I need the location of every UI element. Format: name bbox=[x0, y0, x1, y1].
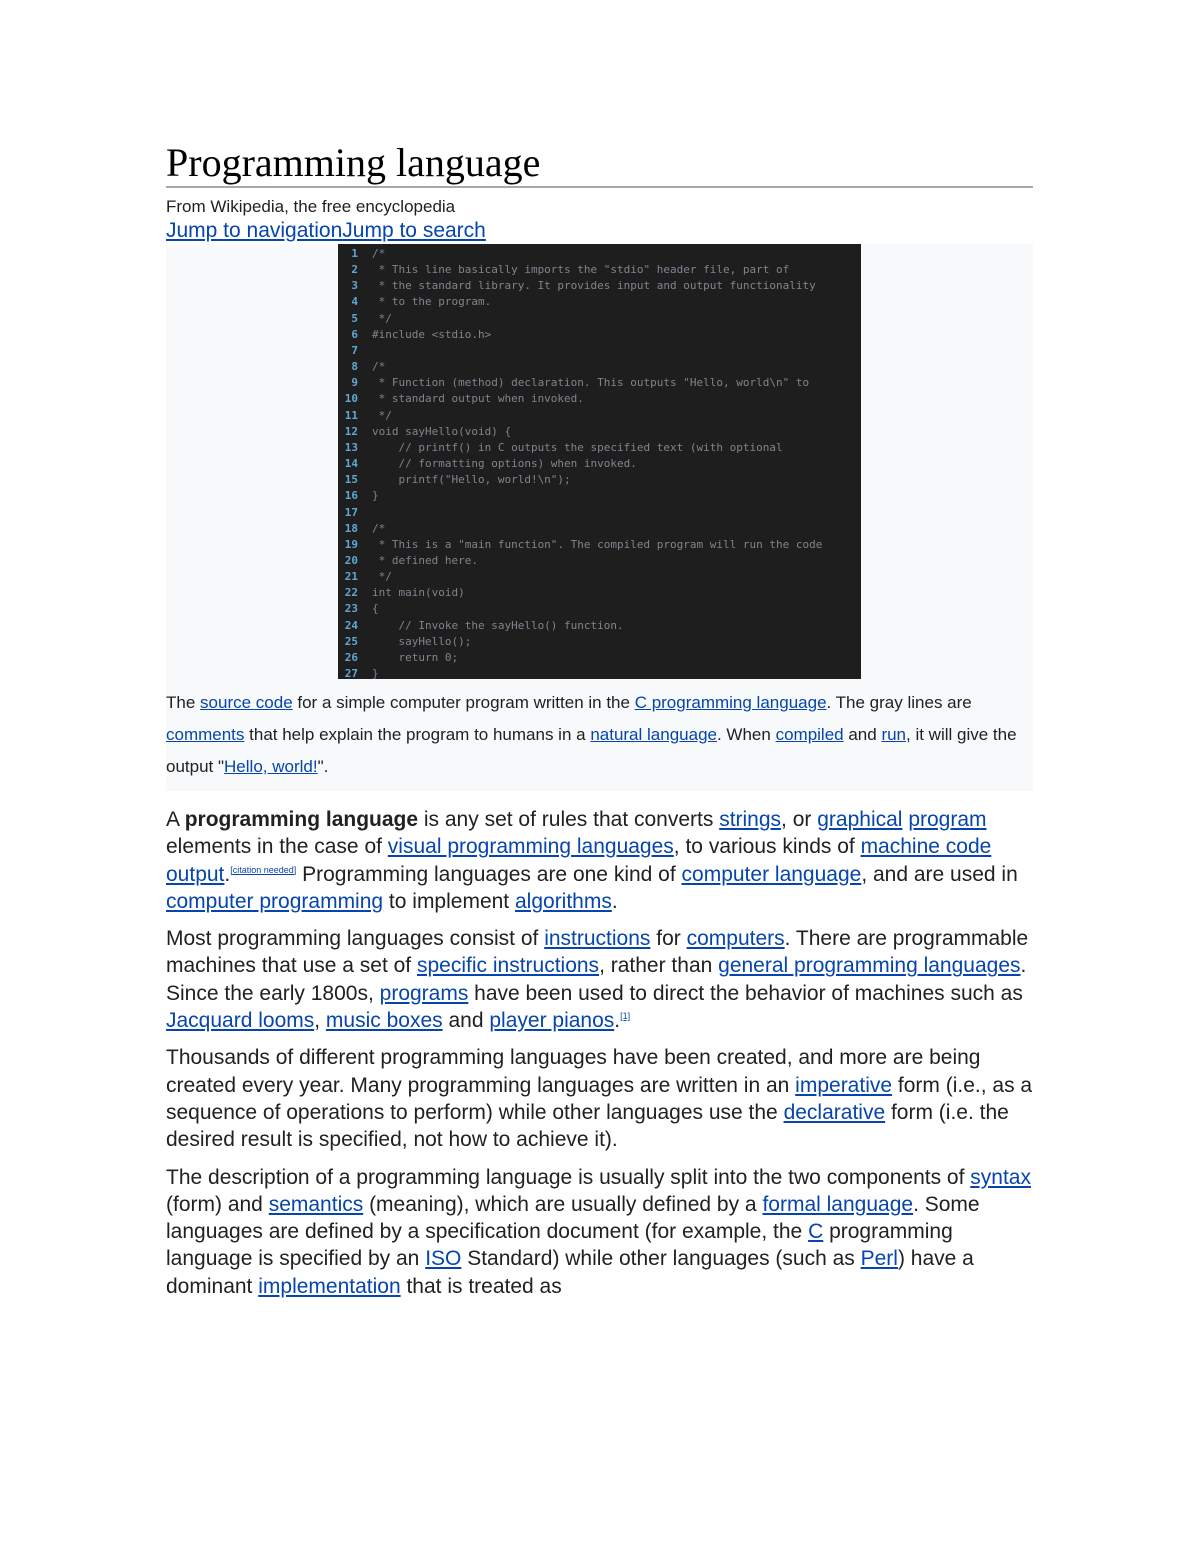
text: . Since the early 1800s, bbox=[166, 954, 1027, 1005]
hello-world-link[interactable]: Hello, world! bbox=[224, 757, 318, 776]
text: . bbox=[611, 889, 618, 913]
text: A bbox=[166, 808, 185, 831]
code-line bbox=[338, 294, 861, 310]
text: (form) and bbox=[166, 1192, 269, 1216]
code-text: */ bbox=[372, 408, 392, 422]
code-text: printf("Hello, world!\n"); bbox=[372, 473, 571, 487]
implementation-link[interactable]: implementation bbox=[258, 1274, 401, 1298]
player-pianos-link[interactable]: player pianos bbox=[489, 1009, 615, 1033]
line-number: 12 bbox=[344, 424, 358, 438]
code-line bbox=[338, 569, 861, 585]
code-line bbox=[338, 666, 861, 679]
c-programming-language-link[interactable]: C programming language bbox=[634, 693, 827, 712]
perl-link[interactable]: Perl bbox=[860, 1247, 898, 1271]
line-number: 10 bbox=[344, 392, 358, 406]
citation-needed-link[interactable]: [citation needed] bbox=[230, 864, 297, 875]
jump-to-search-link[interactable]: Jump to search bbox=[342, 219, 486, 242]
comments-link[interactable]: comments bbox=[166, 725, 245, 744]
code-text: /* bbox=[372, 521, 386, 535]
code-line bbox=[338, 634, 861, 650]
c-link[interactable]: C bbox=[808, 1220, 824, 1244]
line-number: 25 bbox=[344, 634, 358, 648]
text: Programming languages are one kind of bbox=[296, 862, 682, 886]
line-number: 21 bbox=[344, 570, 358, 584]
jump-links bbox=[166, 218, 1033, 244]
line-number: 23 bbox=[344, 602, 358, 616]
code-line bbox=[338, 311, 861, 327]
text: . There are programmable machines that use a set of bbox=[166, 927, 1029, 978]
text: Thousands of different programming languages have been created, and more are being created every year. Many programming languages are written in an bbox=[166, 1046, 981, 1097]
code-line bbox=[338, 601, 861, 617]
code-text: /* bbox=[372, 247, 386, 260]
line-number: 1 bbox=[351, 247, 358, 260]
code-text: void sayHello(void) { bbox=[372, 424, 512, 438]
code-text: */ bbox=[372, 570, 392, 584]
code-line bbox=[338, 618, 861, 634]
line-number: 18 bbox=[344, 521, 358, 535]
text: Most programming languages consist of bbox=[166, 927, 545, 951]
text: elements in the case of bbox=[166, 835, 388, 859]
code-text: return 0; bbox=[372, 650, 459, 664]
code-line bbox=[338, 488, 861, 504]
code-text: * defined here. bbox=[372, 553, 478, 567]
paragraph-paradigms bbox=[166, 1044, 1033, 1153]
code-text: } bbox=[372, 667, 379, 679]
code-line bbox=[338, 327, 861, 343]
code-line bbox=[338, 537, 861, 553]
program-link[interactable]: program bbox=[908, 808, 987, 831]
text: (meaning), which are usually defined by a bbox=[363, 1192, 763, 1216]
computer-language-link[interactable]: computer language bbox=[681, 862, 862, 886]
run-link[interactable]: run bbox=[881, 725, 907, 744]
line-number: 6 bbox=[351, 327, 358, 341]
code-line bbox=[338, 262, 861, 278]
text: , to various kinds of bbox=[673, 835, 861, 859]
code-text: sayHello(); bbox=[372, 634, 472, 648]
code-line bbox=[338, 343, 861, 359]
text: . Some languages are defined by a specification document (for example, the bbox=[166, 1192, 980, 1244]
line-number: 26 bbox=[344, 650, 358, 664]
line-number: 20 bbox=[344, 553, 358, 567]
code-line bbox=[338, 408, 861, 424]
text: , bbox=[314, 1009, 326, 1033]
text: ) have a dominant bbox=[166, 1247, 974, 1298]
text: form (i.e., as a sequence of operations to perform) while other languages use the bbox=[166, 1073, 1033, 1124]
computers-link[interactable]: computers bbox=[686, 927, 785, 951]
code-text: * standard output when invoked. bbox=[372, 392, 584, 406]
jacquard-looms-link[interactable]: Jacquard looms bbox=[166, 1009, 315, 1033]
paragraph-intro bbox=[166, 806, 1033, 915]
imperative-link[interactable]: imperative bbox=[795, 1073, 893, 1097]
line-number: 27 bbox=[344, 667, 358, 679]
caption-text: . When bbox=[716, 725, 776, 744]
code-line bbox=[338, 505, 861, 521]
code-line bbox=[338, 553, 861, 569]
text: is any set of rules that converts bbox=[418, 808, 720, 831]
strings-link[interactable]: strings bbox=[719, 808, 782, 831]
caption-text: The bbox=[166, 693, 201, 712]
code-line bbox=[338, 278, 861, 294]
machine-code-output-link[interactable]: machine code output bbox=[166, 835, 992, 886]
code-line bbox=[338, 456, 861, 472]
line-number: 22 bbox=[344, 586, 358, 600]
line-number: 24 bbox=[344, 618, 358, 632]
declarative-link[interactable]: declarative bbox=[783, 1100, 886, 1124]
code-text: * to the program. bbox=[372, 295, 492, 309]
code-text: * Function (method) declaration. This outputs "Hello, world\n" to bbox=[372, 376, 810, 390]
code-line bbox=[338, 650, 861, 666]
code-line bbox=[338, 375, 861, 391]
text: programming language is specified by an bbox=[166, 1220, 953, 1271]
line-number: 19 bbox=[344, 537, 358, 551]
text: . bbox=[614, 1009, 621, 1033]
code-line bbox=[338, 472, 861, 488]
line-number: 2 bbox=[351, 263, 358, 277]
code-figure bbox=[166, 244, 1033, 791]
computer-programming-link[interactable]: computer programming bbox=[166, 889, 384, 913]
code-text: #include <stdio.h> bbox=[372, 327, 492, 341]
text: , and are used in bbox=[861, 862, 1018, 886]
article-page bbox=[166, 140, 1033, 1310]
text: that is treated as bbox=[400, 1274, 562, 1298]
code-text: * This line basically imports the "stdio" header file, part of bbox=[372, 263, 790, 277]
graphical-link[interactable]: graphical bbox=[817, 808, 903, 831]
iso-link[interactable]: ISO bbox=[425, 1247, 462, 1271]
source-code-link[interactable]: source code bbox=[200, 693, 293, 712]
semantics-link[interactable]: semantics bbox=[268, 1192, 364, 1216]
bold-term: programming language bbox=[184, 808, 419, 831]
code-text: // printf() in C outputs the specified text (with optional bbox=[372, 440, 783, 454]
line-number: 17 bbox=[344, 505, 358, 519]
syntax-link[interactable]: syntax bbox=[970, 1165, 1031, 1189]
formal-language-link[interactable]: formal language bbox=[762, 1192, 914, 1216]
code-line bbox=[338, 440, 861, 456]
natural-language-link[interactable]: natural language bbox=[590, 725, 717, 744]
code-line bbox=[338, 521, 861, 537]
code-line bbox=[338, 359, 861, 375]
caption-text: that help explain the program to humans in a bbox=[244, 725, 591, 744]
text: , or bbox=[781, 808, 818, 831]
line-number: 15 bbox=[344, 473, 358, 487]
text: Standard) while other languages (such as bbox=[461, 1247, 861, 1271]
text: . bbox=[224, 862, 231, 886]
text: form (i.e. the desired result is specified, not how to achieve it). bbox=[166, 1100, 1009, 1152]
algorithms-link[interactable]: algorithms bbox=[514, 889, 612, 913]
code-line bbox=[338, 391, 861, 407]
citation-1-link[interactable]: [1] bbox=[620, 1011, 631, 1022]
code-image bbox=[338, 244, 861, 679]
general-programming-languages-link[interactable]: general programming languages bbox=[718, 954, 1021, 978]
line-number: 14 bbox=[344, 457, 358, 471]
compiled-link[interactable]: compiled bbox=[775, 725, 844, 744]
caption-text: . The gray lines are bbox=[826, 693, 972, 712]
caption-text: for a simple computer program written in the bbox=[292, 693, 635, 712]
visual-programming-languages-link[interactable]: visual programming languages bbox=[387, 835, 674, 859]
paragraph-description bbox=[166, 1164, 1033, 1300]
line-number: 3 bbox=[351, 279, 358, 293]
caption-text: and bbox=[843, 725, 882, 744]
caption-text: , it will give the output " bbox=[166, 725, 1017, 776]
text: have been used to direct the behavior of machines such as bbox=[468, 981, 1023, 1005]
specific-instructions-link[interactable]: specific instructions bbox=[416, 954, 600, 978]
jump-to-navigation-link[interactable]: Jump to navigation bbox=[166, 219, 343, 242]
paragraph-instructions bbox=[166, 925, 1033, 1034]
line-number: 9 bbox=[351, 376, 358, 390]
instructions-link[interactable]: instructions bbox=[544, 927, 651, 951]
code-line bbox=[338, 246, 861, 262]
line-number: 16 bbox=[344, 489, 358, 503]
code-text: /* bbox=[372, 360, 386, 374]
code-text: * This is a "main function". The compiled program will run the code bbox=[372, 537, 823, 551]
line-number: 4 bbox=[351, 295, 358, 309]
music-boxes-link[interactable]: music boxes bbox=[325, 1009, 443, 1033]
code-line bbox=[338, 424, 861, 440]
code-text: // formatting options) when invoked. bbox=[372, 457, 637, 471]
code-line bbox=[338, 585, 861, 601]
code-text: int main(void) bbox=[372, 586, 465, 600]
line-number: 11 bbox=[344, 408, 358, 422]
code-text: // Invoke the sayHello() function. bbox=[372, 618, 624, 632]
line-number: 7 bbox=[351, 343, 358, 357]
line-number: 8 bbox=[351, 360, 358, 374]
code-text: } bbox=[372, 489, 379, 503]
line-number: 5 bbox=[351, 311, 358, 325]
code-text: { bbox=[372, 602, 379, 616]
code-text: * the standard library. It provides input and output functionality bbox=[372, 279, 816, 293]
caption-text: ". bbox=[317, 757, 329, 776]
figure-caption bbox=[166, 679, 1033, 783]
programs-link[interactable]: programs bbox=[379, 981, 469, 1005]
text: for bbox=[650, 927, 687, 951]
tagline: From Wikipedia, the free encyclopedia bbox=[166, 197, 456, 216]
text: to implement bbox=[383, 889, 515, 913]
line-number: 13 bbox=[344, 440, 358, 454]
text: , rather than bbox=[599, 954, 719, 978]
code-text: */ bbox=[372, 311, 392, 325]
text: and bbox=[442, 1009, 490, 1033]
page-title: Programming language bbox=[166, 140, 1033, 188]
text: The description of a programming language is usually split into the two components of bbox=[166, 1165, 971, 1189]
